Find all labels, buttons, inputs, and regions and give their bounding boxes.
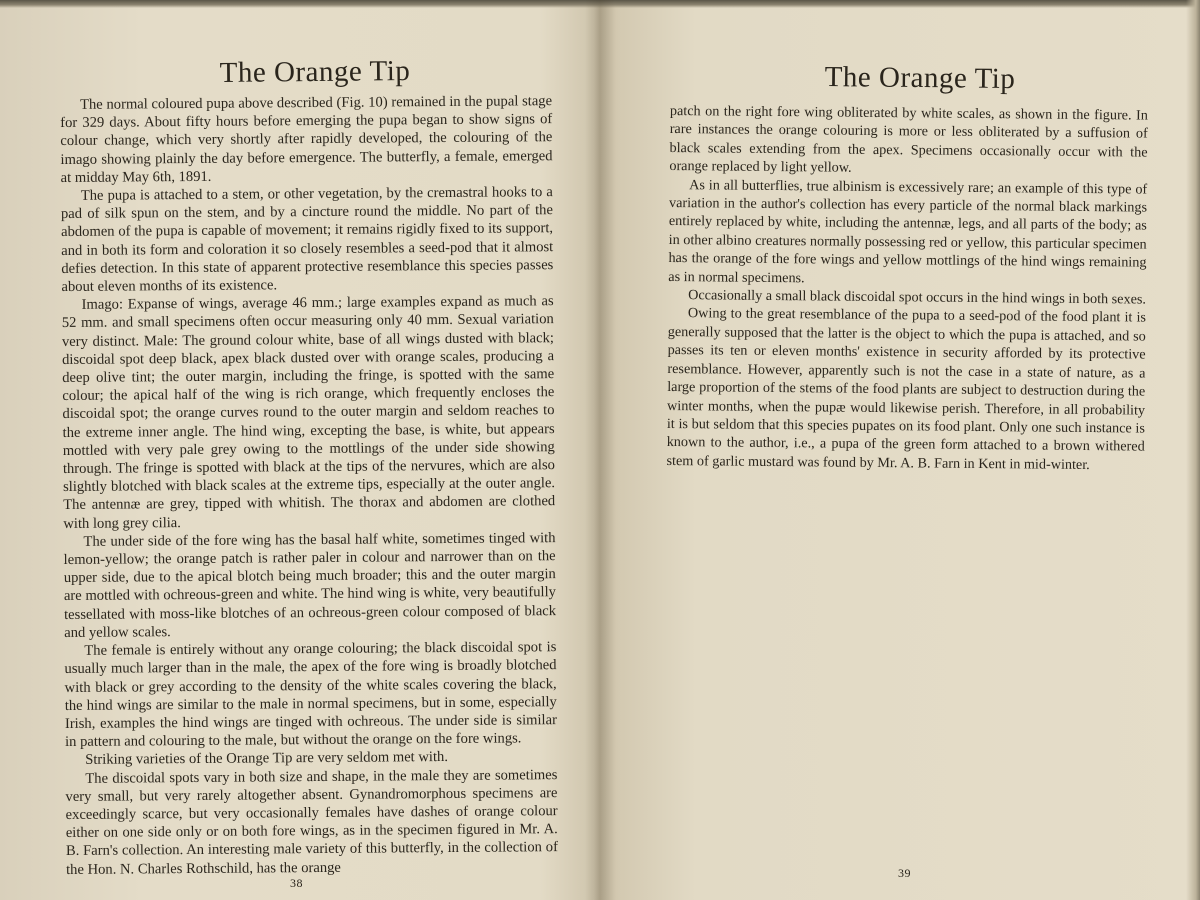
right-page bbox=[600, 0, 1200, 900]
page-number: 39 bbox=[898, 866, 911, 880]
paragraph: The female is entirely without any orange colouring; the black discoidal spot is usually much larger than in the male, the apex of the fore wing is broadly blotched with black or grey according to the density of the white scales covering the black, the hind wings are similar to the male in normal specimens, but in some, especially Irish, examples the hind wings are tinged with ochreous. The under side is similar in pattern and colouring to the male, but without the orange on the fore wings. bbox=[64, 639, 557, 751]
paragraph: The pupa is attached to a stem, or other vegetation, by the cremastral hooks to a pad of silk spun on the stem, and by a cincture round the middle. No part of the abdomen of the pupa is capable of movement; it remains rigidly fixed to its support, and in both its form and coloration it so closely resembles a seed-pod that it almost defies detection. In this state of apparent protective resemblance this species passes about eleven months of its existence. bbox=[60, 184, 554, 296]
page-title: The Orange Tip bbox=[219, 55, 411, 89]
paragraph: Striking varieties of the Orange Tip are very seldom met with. bbox=[85, 749, 449, 769]
page-body bbox=[666, 102, 1148, 475]
paragraph: Occasionally a small black discoidal spot occurs in the hind wings in both sexes. bbox=[688, 287, 1147, 308]
paragraph: The discoidal spots vary in both size and shape, in the male they are sometimes very small, but very rarely altogether absent. Gynandromorphous specimens are exceedingly scarce, but very occasionally females have dashes of orange colour either on one side only or on both fore wings, as in the specimen figured in Mr. A. B. Farn's collection. An interesting male variety of this butterfly, in the collection of the Hon. N. Charles Rothschild, has the orange bbox=[65, 766, 558, 878]
page-number: 38 bbox=[290, 876, 303, 890]
paragraph: The normal coloured pupa above described (Fig. 10) remained in the pupal stage for 329 days. About fifty hours before emerging the pupa began to show signs of colour change, which very shortly after rapidly developed, the colouring of the imago showing plainly the day before emergence. The butterfly, a female, emerged at midday May 6th, 1891. bbox=[60, 93, 553, 186]
page-title: The Orange Tip bbox=[824, 61, 1016, 95]
page-body bbox=[60, 92, 558, 879]
paragraph: Owing to the great resemblance of the pupa to a seed-pod of the food plant it is generally supposed that the latter is the object to which the pupa is attached, and so passes its ten or eleven months' existence in security afforded by its protective resemblance. However, apparently such is not the case in a state of nature, as a large proportion of the stems of the food plants are subject to destruction during the winter months, when the pupæ would likewise perish. Therefore, in all probability it is but seldom that this species pupates on its food plant. Only one such instance is known to the author, i.e., a pupa of the green form attached to a brown withered stem of garlic mustard was found by Mr. A. B. Farn in Kent in mid-winter. bbox=[666, 305, 1147, 473]
paragraph: The under side of the fore wing has the basal half white, sometimes tinged with lemon-yellow; the orange patch is rather paler in colour and narrower than on the upper side, due to the apical blotch being much broader; this and the outer margin are mottled with ochreous-green and white. The hind wing is white, very beautifully tessellated with moss-like blotches of an ochreous-green colour composed of black and yellow scales. bbox=[63, 529, 557, 641]
paragraph: As in all butterflies, true albinism is excessively rare; an example of this type of variation in the author's collection has every particle of the normal black markings entirely replaced by white, including the antennæ, legs, and all parts of the body; as in other albino creatures normally possessing red or yellow, this particular specimen has the orange of the fore wings and yellow mottlings of the hind wings remaining as in normal specimens. bbox=[668, 176, 1148, 286]
paragraph-continuation: patch on the right fore wing obliterated by white scales, as shown in the figure. In rare instances the orange colouring is more or less obliterated by a suffusion of black scales extending from the apex. Specimens occasionally occur with the orange replaced by light yellow. bbox=[669, 102, 1148, 176]
paragraph: Imago: Expanse of wings, average 46 mm.; large examples expand as much as 52 mm. and small specimens often occur measuring only 40 mm. Sexual variation very distinct. Male: The ground colour white, base of all wings dusted with black; discoidal spot deep black, apex black dusted over with orange scales, producing a deep olive tint; the outer margin, including the fringe, is spotted with the same colour; the apical half of the wing is rich orange, which frequently encloses the discoidal spot; the orange curves round to the outer margin and seldom reaches to the extreme inner angle. The hind wing, excepting the base, is white, but appears mottled with very pale grey owing to the mottlings of the under side showing through. The fringe is spotted with black at the tips of the nervures, which are also slightly blotched with black scales at the extreme tips, especially at the outer angle. The antennæ are grey, tipped with whitish. The thorax and abdomen are clothed with long grey cilia. bbox=[61, 293, 556, 532]
